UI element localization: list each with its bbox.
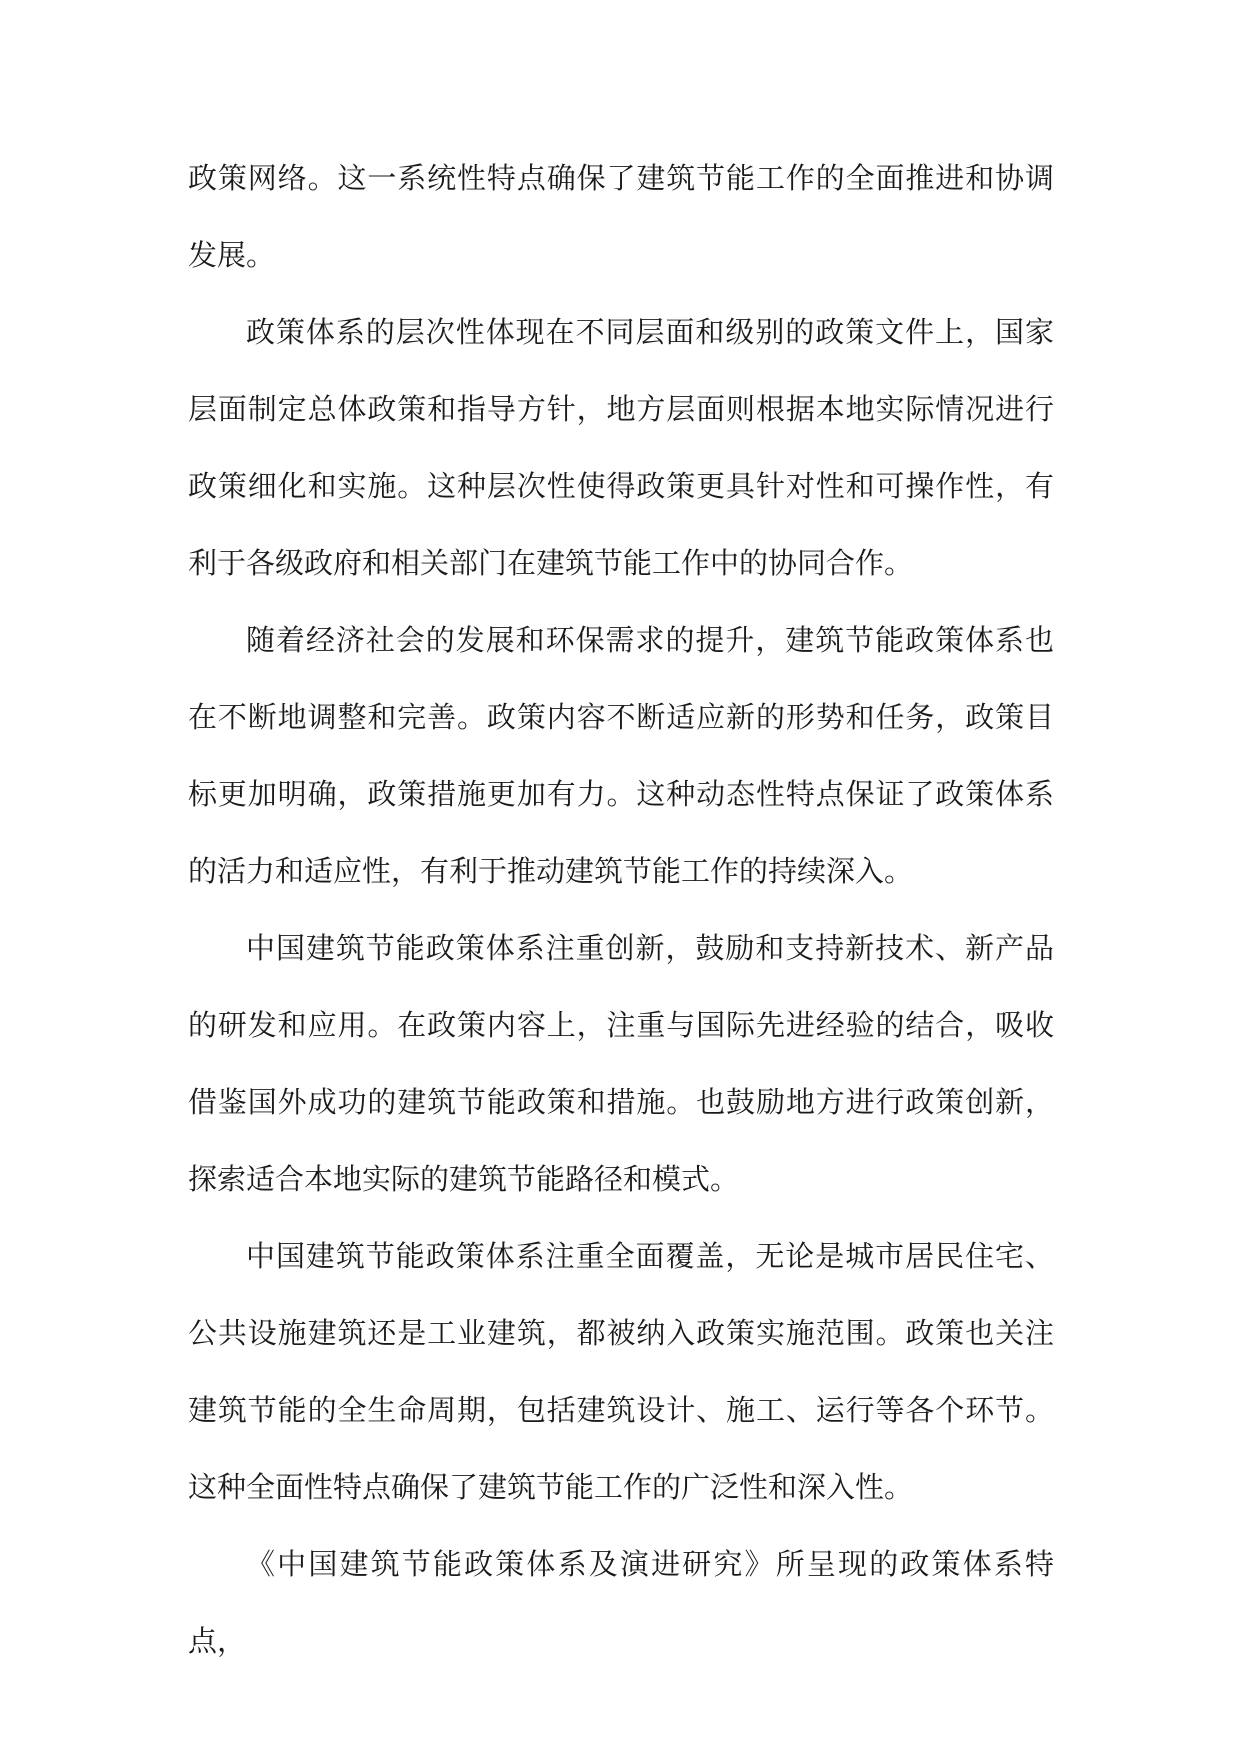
body-text xyxy=(188,140,1054,1680)
paragraph-continuation: 政策网络。这一系统性特点确保了建筑节能工作的全面推进和协调发展。 xyxy=(188,161,1054,272)
paragraph-dynamics: 随着经济社会的发展和环保需求的提升，建筑节能政策体系也在不断地调整和完善。政策内容不断适应新的形势和任务，政策目标更加明确，政策措施更加有力。这种动态性特点保证了政策体系的活力和适应性，有利于推动建筑节能工作的持续深入。 xyxy=(188,623,1054,888)
paragraph-coverage: 中国建筑节能政策体系注重全面覆盖，无论是城市居民住宅、公共设施建筑还是工业建筑，都被纳入政策实施范围。政策也关注建筑节能的全生命周期，包括建筑设计、施工、运行等各个环节。这种全面性特点确保了建筑节能工作的广泛性和深入性。 xyxy=(188,1239,1054,1504)
paragraph-innovation: 中国建筑节能政策体系注重创新，鼓励和支持新技术、新产品的研发和应用。在政策内容上，注重与国际先进经验的结合，吸收借鉴国外成功的建筑节能政策和措施。也鼓励地方进行政策创新，探索适合本地实际的建筑节能路径和模式。 xyxy=(188,931,1054,1196)
paragraph-hierarchy: 政策体系的层次性体现在不同层面和级别的政策文件上，国家层面制定总体政策和指导方针，地方层面则根据本地实际情况进行政策细化和实施。这种层次性使得政策更具针对性和可操作性，有利于各级政府和相关部门在建筑节能工作中的协同合作。 xyxy=(188,315,1054,580)
paragraph-summary: 《中国建筑节能政策体系及演进研究》所呈现的政策体系特点， xyxy=(188,1547,1054,1658)
